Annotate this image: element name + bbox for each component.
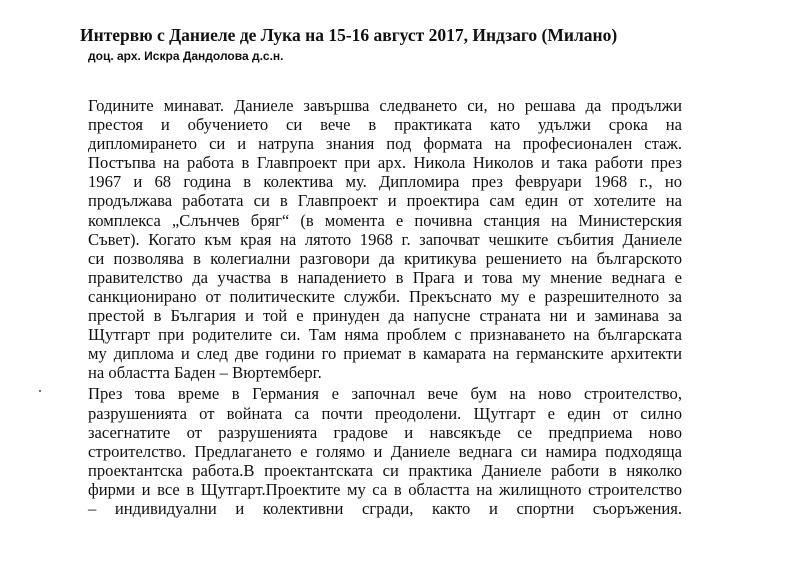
text-line: фирми и все в Щутгарт.Проектите му са в областта на жилищното строителство <box>88 479 682 499</box>
paragraph-2 <box>88 384 682 518</box>
text-line: си позволява в колегиални разговори да критикува решението на българското <box>88 248 682 268</box>
text-line: – индивидуални и колективни сгради, както и спортни съоръжения. <box>88 498 682 518</box>
text-line: престоя и обучението си вече в практиката като удължи срока на <box>88 115 682 135</box>
text-line: засегнатите от разрушенията градове и навсякъде се предприема ново <box>88 422 682 442</box>
text-line: През това време в Германия е започнал вече бум на ново строителство, <box>88 384 682 404</box>
document-author: доц. арх. Искра Дандолова д.с.н. <box>88 49 284 63</box>
text-line: комплекса „Слънчев бряг“ (в момента е почивна станция на Министерския <box>88 210 682 230</box>
document-body <box>88 96 682 518</box>
text-line: престой в България и той е принуден да напусне страната ни и заминава за <box>88 306 682 326</box>
text-line: Годините минават. Даниеле завършва следването си, но решава да продължи <box>88 96 682 115</box>
document-title: Интервю с Даниеле де Лука на 15-16 август 2017, Индзаго (Милано) <box>80 25 618 45</box>
text-line: проектантска работа.В проектантската си практика Даниеле работи в няколко <box>88 460 682 480</box>
text-line: дипломирането си и натрупа знания под формата на професионален стаж. <box>88 134 682 154</box>
text-line: на областта Баден – Вюртемберг. <box>88 363 322 383</box>
text-line: Съвет). Когато към края на лятото 1968 г. започват чешките събития Даниеле <box>88 229 682 249</box>
text-line: санкционирано от политическите служби. Прекъснато му е разрешителното за <box>88 286 682 306</box>
text-line: продължава работата си в Главпроект и проектира сам един от хотелите на <box>88 191 682 211</box>
text-line: Постъпва на работа в Главпроект при арх. Никола Николов и така работи през <box>88 153 682 173</box>
text-line: правителство да участва в нападението в Прага и това му мнение веднага е <box>88 267 682 287</box>
text-line: 1967 и 68 година в колектива му. Дипломира през февруари 1968 г., но <box>88 172 682 192</box>
text-line: му диплома и след две години го приемат в камарата на германските архитекти <box>88 344 682 364</box>
paragraph-1 <box>88 96 682 382</box>
stray-dot-mark <box>39 390 41 392</box>
text-line: разрушенията от войната са почти преодолени. Щутгарт е един от силно <box>88 403 682 423</box>
text-line: строителство. Предлагането е голямо и Даниеле веднага си намира подходяща <box>88 441 682 461</box>
text-line: Щутгарт при родителите си. Там няма проблем с признаването на българската <box>88 325 682 345</box>
